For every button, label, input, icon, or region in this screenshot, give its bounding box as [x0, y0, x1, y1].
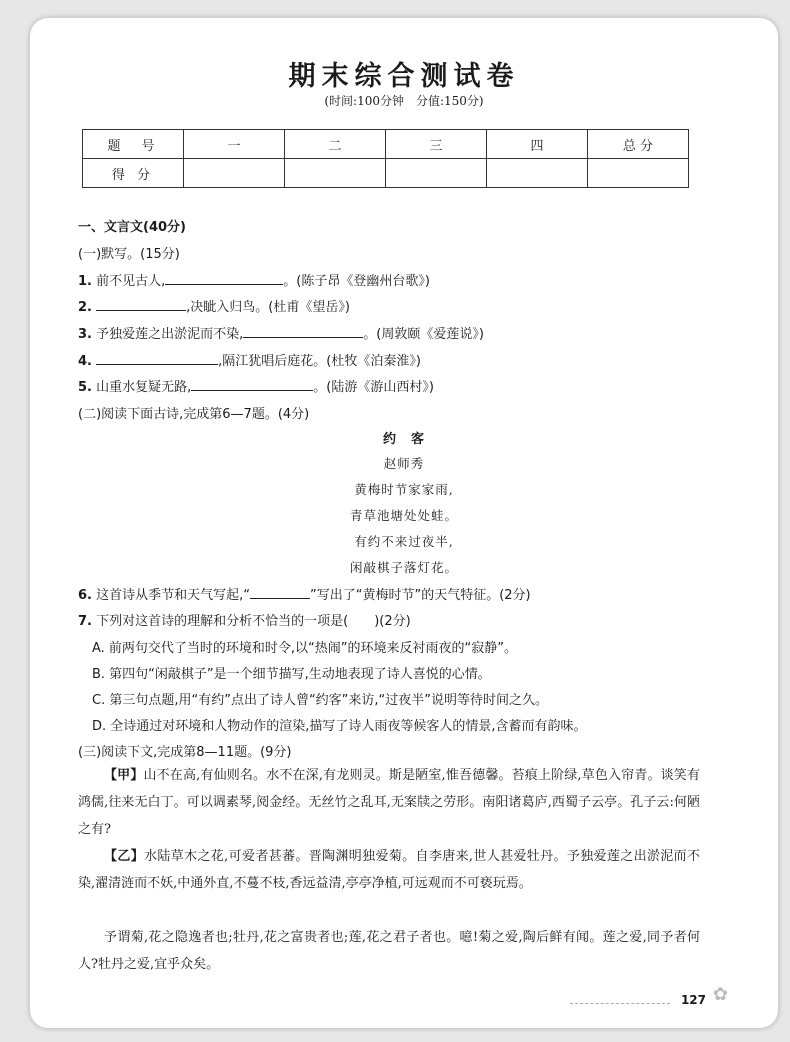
poem-title: 约 客: [382, 432, 425, 447]
passage-mark: 【乙】: [104, 849, 145, 864]
score-table-score-row: [83, 159, 689, 188]
question-text: 前不见古人,: [96, 274, 166, 289]
poem-line: 黄梅时节家家雨,: [354, 482, 454, 497]
passage-yi-continued: 予谓菊,花之隐逸者也;牡丹,花之富贵者也;莲,花之君子者也。噫!菊之爱,陶后鲜有闻。莲之爱,同予者何人?牡丹之爱,宜乎众矣。: [78, 930, 700, 972]
passage-mark: 【甲】: [104, 768, 144, 783]
page-subtitle: (时间:100分钟 分值:150分): [324, 94, 484, 108]
question-5: [78, 376, 434, 395]
table-cell: 总 分: [588, 130, 689, 159]
question-number: 2.: [78, 300, 92, 315]
passage-text: 水陆草木之花,可爱者甚蕃。晋陶渊明独爱菊。自李唐来,世人甚爱牡丹。予独爱莲之出淤泥而不染,濯清涟而不妖,中通外直,不蔓不枝,香远益清,亭亭净植,可远观而不可亵玩焉。: [78, 849, 700, 891]
option-b[interactable]: B. 第四句“闲敲棋子”是一个细节描写,生动地表现了诗人喜悦的心情。: [92, 667, 491, 682]
footer-divider: [570, 1003, 670, 1004]
paw-icon: ✿: [712, 984, 728, 1005]
option-c[interactable]: C. 第三句点题,用“有约”点出了诗人曾“约客”来访,“过夜半”说明等待时间之久。: [92, 693, 549, 708]
part-heading: (二)阅读下面古诗,完成第6—7题。(4分): [78, 407, 310, 422]
question-number: 1.: [78, 274, 92, 289]
passage-jia: [78, 762, 700, 843]
question-2: [78, 296, 350, 315]
option-a[interactable]: A. 前两句交代了当时的环境和时令,以“热闹”的环境来反衬雨夜的“寂静”。: [92, 641, 518, 656]
question-text: 。(周敦颐《爱莲说》): [363, 327, 484, 342]
table-cell: 题 号: [83, 130, 184, 159]
poem-author: 赵师秀: [383, 456, 425, 471]
part-heading: (三)阅读下文,完成第8—11题。(9分): [78, 745, 292, 760]
table-cell: 三: [386, 130, 487, 159]
page-title: 期末综合测试卷: [288, 61, 520, 92]
question-3: [78, 323, 484, 342]
score-table-header-row: [83, 130, 689, 159]
question-text: 予独爱莲之出淤泥而不染,: [96, 327, 244, 342]
question-7: [78, 610, 411, 629]
poem-line: 闲敲棋子落灯花。: [349, 560, 458, 575]
answer-blank[interactable]: [96, 352, 218, 365]
passage-yi: [78, 843, 700, 897]
question-text: 。(陈子昂《登幽州台歌》): [283, 274, 430, 289]
table-cell: 四: [487, 130, 588, 159]
score-input-cell[interactable]: [487, 159, 588, 188]
score-input-cell[interactable]: [588, 159, 689, 188]
page-number: 127: [680, 993, 706, 1007]
question-4: [78, 350, 421, 369]
question-number: 4.: [78, 354, 92, 369]
question-number: 7.: [78, 614, 92, 629]
score-input-cell[interactable]: [386, 159, 487, 188]
question-number: 3.: [78, 327, 92, 342]
question-text: ,决眦入归鸟。(杜甫《望岳》): [186, 300, 350, 315]
answer-blank[interactable]: [165, 272, 283, 285]
passage-text: 山不在高,有仙则名。水不在深,有龙则灵。斯是陋室,惟吾德馨。苔痕上阶绿,草色入帘青。谈笑有鸿儒,往来无白丁。可以调素琴,阅金经。无丝竹之乱耳,无案牍之劳形。南阳诸葛庐,西蜀子云亭。孔子云:何陋之有?: [78, 768, 700, 837]
section-heading: 一、文言文(40分): [78, 220, 186, 235]
question-text: 这首诗从季节和天气写起,“: [96, 588, 250, 603]
question-number: 6.: [78, 588, 92, 603]
exam-page: [30, 18, 778, 1028]
question-text: 山重水复疑无路,: [96, 380, 192, 395]
answer-blank[interactable]: [243, 325, 363, 338]
score-table: [82, 129, 689, 188]
part-heading: (一)默写。(15分): [78, 247, 180, 262]
question-6: [78, 584, 531, 603]
answer-blank[interactable]: [96, 298, 186, 311]
table-cell: 得 分: [83, 159, 184, 188]
table-cell: 二: [285, 130, 386, 159]
question-1: [78, 270, 430, 289]
poem-line: 有约不来过夜半,: [354, 534, 454, 549]
table-cell: 一: [184, 130, 285, 159]
answer-blank[interactable]: [250, 586, 310, 599]
question-text: ,隔江犹唱后庭花。(杜牧《泊秦淮》): [218, 354, 421, 369]
answer-blank[interactable]: [191, 378, 313, 391]
score-input-cell[interactable]: [184, 159, 285, 188]
question-text: 下列对这首诗的理解和分析不恰当的一项是( )(2分): [96, 614, 411, 629]
option-d[interactable]: D. 全诗通过对环境和人物动作的渲染,描写了诗人雨夜等候客人的情景,含蓄而有韵味。: [92, 719, 587, 734]
question-number: 5.: [78, 380, 92, 395]
score-input-cell[interactable]: [285, 159, 386, 188]
question-text: ”写出了“黄梅时节”的天气特征。(2分): [310, 588, 531, 603]
poem-line: 青草池塘处处蛙。: [349, 508, 458, 523]
question-text: 。(陆游《游山西村》): [313, 380, 434, 395]
